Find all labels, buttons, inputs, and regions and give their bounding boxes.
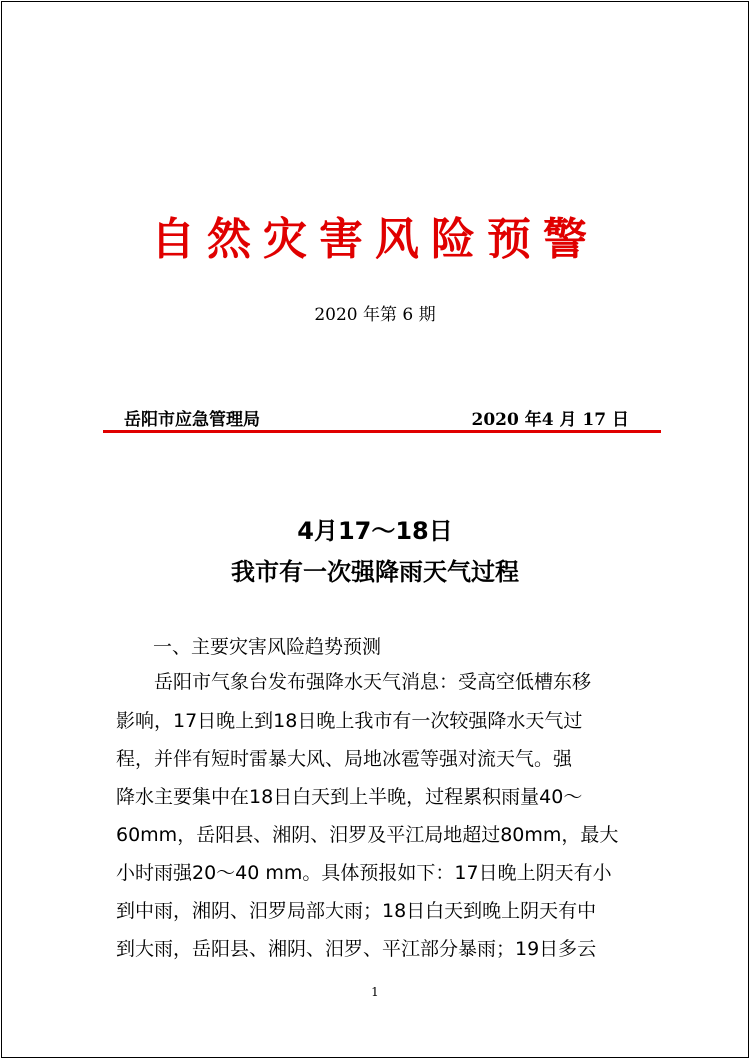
paragraph-line: 岳阳市气象台发布强降水天气消息：受高空低槽东移 xyxy=(154,671,592,693)
paragraph-line: 到中雨，湘阴、汨罗局部大雨；18日白天到晚上阴天有中 xyxy=(116,900,597,922)
issuing-agency: 岳阳市应急管理局 xyxy=(124,410,260,430)
section-heading: 一、主要灾害风险趋势预测 xyxy=(153,636,382,658)
paragraph-line: 60mm，岳阳县、湘阴、汨罗及平江局地超过80mm，最大 xyxy=(116,824,619,846)
paragraph-line: 小时雨强20～40 mm。具体预报如下：17日晚上阴天有小 xyxy=(116,862,612,884)
red-divider-line xyxy=(103,430,661,433)
issue-date: 2020 年4 月 17 日 xyxy=(471,410,629,430)
paragraph-line: 影响，17日晚上到18日晚上我市有一次较强降水天气过 xyxy=(116,710,583,732)
paragraph-line: 降水主要集中在18日白天到上半晚，过程累积雨量40～ xyxy=(116,786,583,808)
article-title-line-1: 4月17～18日 xyxy=(297,517,453,545)
warning-title: 自然灾害风险预警 xyxy=(151,214,599,265)
issue-number: 2020 年第 6 期 xyxy=(314,305,436,325)
article-title-line-2: 我市有一次强降雨天气过程 xyxy=(231,558,519,586)
document-page xyxy=(1,1,749,1058)
paragraph-line: 程，并伴有短时雷暴大风、局地冰雹等强对流天气。强 xyxy=(116,748,573,770)
page-number: 1 xyxy=(371,985,379,999)
paragraph-line: 到大雨，岳阳县、湘阴、汨罗、平江部分暴雨；19日多云 xyxy=(116,938,597,960)
